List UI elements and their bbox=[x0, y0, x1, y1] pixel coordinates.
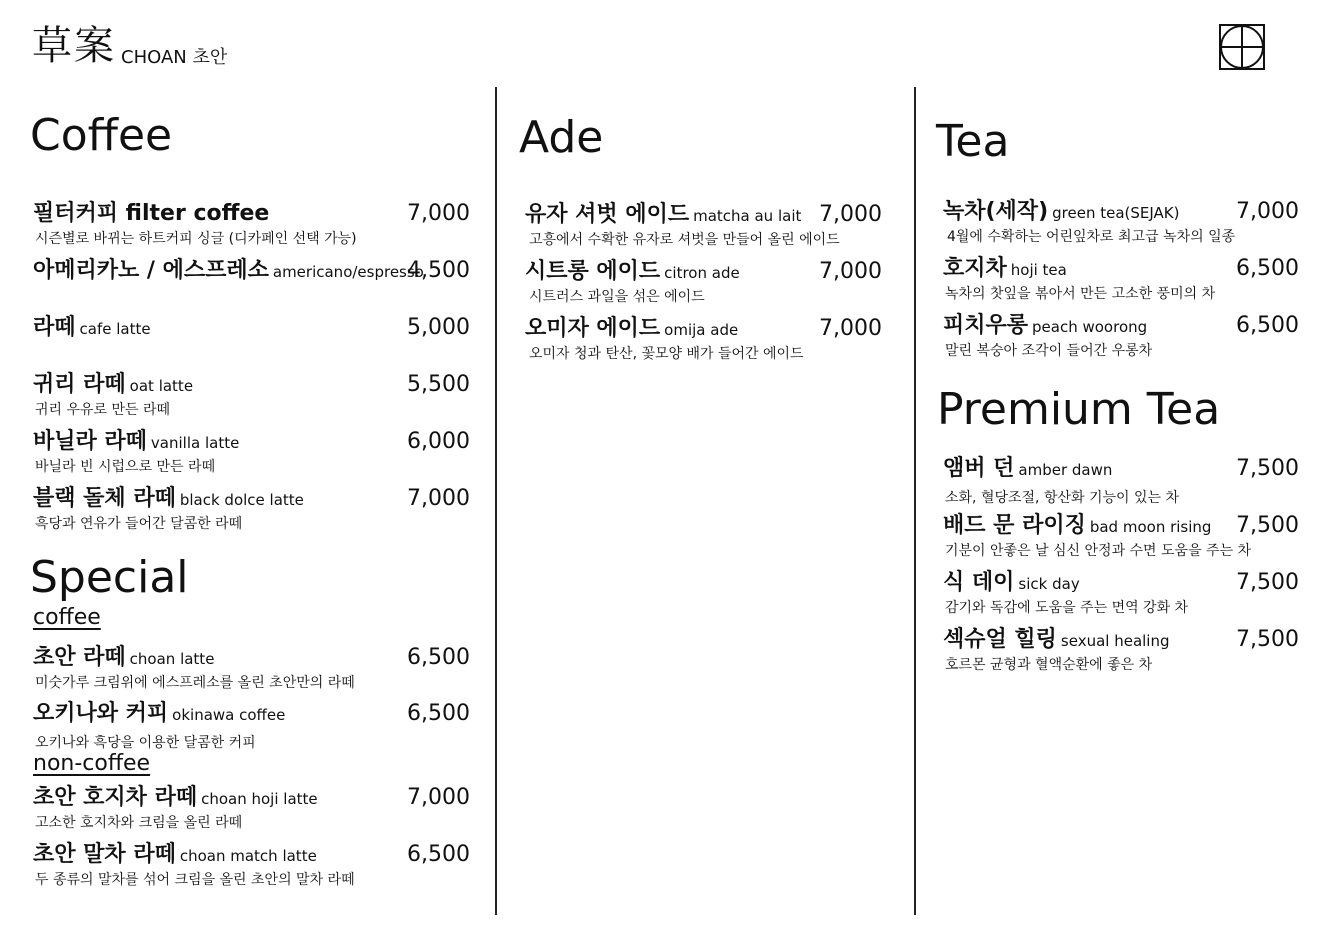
menu-item bbox=[525, 201, 882, 250]
menu-item bbox=[33, 485, 470, 534]
item-name: 식 데이 sick day bbox=[943, 570, 1080, 595]
menu-item bbox=[33, 644, 470, 693]
menu-item bbox=[943, 626, 1299, 675]
item-price: 7,000 bbox=[819, 259, 882, 284]
item-price: 7,500 bbox=[1236, 627, 1299, 652]
menu-item bbox=[33, 841, 470, 890]
item-name: 섹슈얼 힐링 sexual healing bbox=[943, 627, 1170, 652]
item-description: 기분이 안좋은 날 심신 안정과 수면 도움을 주는 차 bbox=[945, 543, 1252, 559]
item-price: 6,500 bbox=[407, 842, 470, 867]
item-price: 6,500 bbox=[1236, 313, 1299, 338]
item-name: 필터커피 filter coffee bbox=[33, 201, 270, 226]
item-price: 5,500 bbox=[407, 372, 470, 397]
item-price: 5,000 bbox=[407, 315, 470, 340]
menu-item bbox=[33, 784, 470, 833]
item-description: 두 종류의 말차를 섞어 크림을 올린 초안의 말차 라떼 bbox=[35, 872, 355, 888]
item-name: 바닐라 라떼 vanilla latte bbox=[33, 429, 240, 454]
item-name: 시트롱 에이드 citron ade bbox=[525, 259, 740, 284]
item-description: 귀리 우유로 만든 라떼 bbox=[35, 402, 171, 418]
menu-item bbox=[943, 198, 1299, 247]
item-name: 배드 문 라이징 bad moon rising bbox=[943, 513, 1212, 538]
special-coffee-label: coffee bbox=[33, 605, 101, 630]
item-name: 오키나와 커피 okinawa coffee bbox=[33, 701, 286, 726]
column-divider-right bbox=[914, 87, 916, 915]
item-price: 7,000 bbox=[819, 202, 882, 227]
menu-item bbox=[33, 200, 470, 249]
item-description: 고흥에서 수확한 유자로 셔벗을 만들어 올린 에이드 bbox=[529, 232, 840, 248]
ade-section-title: Ade bbox=[519, 112, 604, 163]
item-name: 초안 라떼 choan latte bbox=[33, 645, 215, 670]
item-price: 6,500 bbox=[407, 701, 470, 726]
menu-item bbox=[33, 314, 470, 343]
item-description: 4월에 수확하는 어린잎차로 최고급 녹차의 일종 bbox=[947, 229, 1236, 245]
item-name: 초안 호지차 라떼 choan hoji latte bbox=[33, 785, 318, 810]
menu-item bbox=[943, 312, 1299, 361]
menu-item bbox=[33, 428, 470, 477]
brand-subtitle: CHOAN 초안 bbox=[121, 47, 228, 68]
menu-item bbox=[525, 315, 882, 364]
item-name: 아메리카노 / 에스프레소 americano/espresso bbox=[33, 258, 424, 283]
item-name: 초안 말차 라떼 choan match latte bbox=[33, 842, 317, 867]
special-noncoffee-label: non-coffee bbox=[33, 751, 151, 776]
menu-item bbox=[525, 258, 882, 307]
menu-item bbox=[33, 371, 470, 420]
premium-tea-section-title: Premium Tea bbox=[937, 384, 1221, 435]
item-description: 흑당과 연유가 들어간 달콤한 라떼 bbox=[35, 516, 243, 532]
column-divider-left bbox=[495, 87, 497, 915]
brand-hanja: 草案 bbox=[32, 23, 116, 69]
menu-item bbox=[33, 257, 470, 286]
item-name: 유자 셔벗 에이드 matcha au lait bbox=[525, 202, 802, 227]
special-section-title: Special bbox=[30, 552, 189, 603]
item-name: 오미자 에이드 omija ade bbox=[525, 316, 739, 341]
choan-logo-icon bbox=[1219, 24, 1265, 74]
item-name: 라떼 cafe latte bbox=[33, 315, 151, 340]
item-price: 7,000 bbox=[407, 201, 470, 226]
item-description: 고소한 호지차와 크림을 올린 라떼 bbox=[35, 815, 243, 831]
item-description: 시즌별로 바뀌는 하트커피 싱글 (디카페인 선택 가능) bbox=[35, 231, 357, 247]
item-price: 7,500 bbox=[1236, 456, 1299, 481]
item-price: 7,000 bbox=[1236, 199, 1299, 224]
item-name: 귀리 라떼 oat latte bbox=[33, 372, 194, 397]
item-description: 미숫가루 크림위에 에스프레소를 올린 초안만의 라떼 bbox=[35, 675, 355, 691]
menu-item bbox=[943, 255, 1299, 304]
item-description: 오미자 청과 탄산, 꽃모양 배가 들어간 에이드 bbox=[529, 346, 804, 362]
item-name: 앰버 던 amber dawn bbox=[943, 456, 1113, 481]
menu-item bbox=[943, 569, 1299, 618]
menu-item bbox=[943, 512, 1299, 561]
item-price: 6,000 bbox=[407, 429, 470, 454]
menu-item bbox=[33, 700, 470, 753]
item-price: 7,500 bbox=[1236, 570, 1299, 595]
item-description: 호르몬 균형과 혈액순환에 좋은 차 bbox=[945, 657, 1153, 673]
item-price: 7,000 bbox=[407, 785, 470, 810]
item-description: 소화, 혈당조절, 항산화 기능이 있는 차 bbox=[945, 490, 1180, 506]
coffee-section-title: Coffee bbox=[30, 110, 173, 161]
item-price: 6,500 bbox=[407, 645, 470, 670]
item-name: 피치우롱 peach woorong bbox=[943, 313, 1148, 338]
item-price: 4,500 bbox=[407, 258, 470, 283]
item-description: 바닐라 빈 시럽으로 만든 라떼 bbox=[35, 459, 216, 475]
item-price: 6,500 bbox=[1236, 256, 1299, 281]
item-price: 7,000 bbox=[819, 316, 882, 341]
item-description: 말린 복숭아 조각이 들어간 우롱차 bbox=[945, 343, 1153, 359]
item-name: 블랙 돌체 라떼 black dolce latte bbox=[33, 486, 304, 511]
tea-section-title: Tea bbox=[936, 116, 1010, 167]
item-description: 감기와 독감에 도움을 주는 면역 강화 차 bbox=[945, 600, 1189, 616]
item-description: 시트러스 과일을 섞은 에이드 bbox=[529, 289, 705, 305]
item-price: 7,000 bbox=[407, 486, 470, 511]
item-price: 7,500 bbox=[1236, 513, 1299, 538]
menu-item bbox=[943, 455, 1299, 508]
item-name: 호지차 hoji tea bbox=[943, 256, 1067, 281]
item-description: 녹차의 찻잎을 볶아서 만든 고소한 풍미의 차 bbox=[945, 286, 1216, 302]
item-description: 오키나와 흑당을 이용한 달콤한 커피 bbox=[35, 735, 256, 751]
item-name: 녹차(세작) green tea(SEJAK) bbox=[943, 199, 1180, 224]
